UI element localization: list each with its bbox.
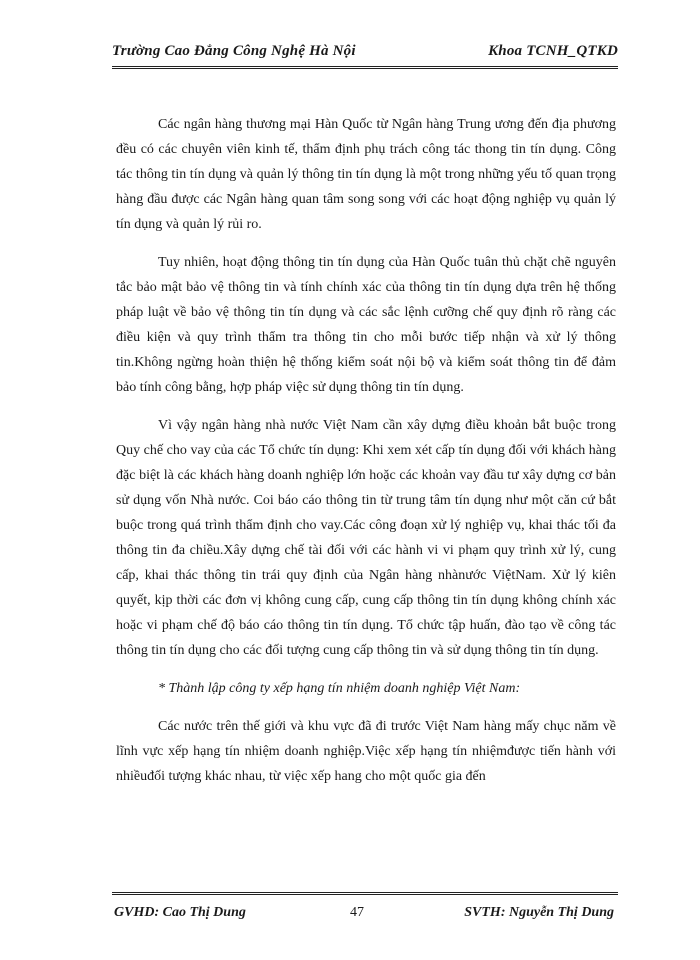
paragraph-3: Vì vậy ngân hàng nhà nước Việt Nam cần xây dựng điều khoản bắt buộc trong Quy chế cho vay của các Tổ chức tín dụng: Khi xem xét cấp tín dụng đối với khách hàng đặc biệt là các khách hàng doanh nghiệp lớn hoặc các khoản vay đầu tư xây dựng cơ bản sử dụng vốn Nhà nước. Coi báo cáo thông tin từ trung tâm tín dụng như một căn cứ bắt buộc trong quá trình thẩm định cho vay.Các công đoạn xử lý nghiệp vụ, khai thác tối đa thông tin đa chiều.Xây dựng chế tài đối với các hành vi vi phạm quy trình xử lý, cung cấp, khai thác thông tin trái quy định của Ngân hàng nhànước ViệtNam. Xử lý kiên quyết, kịp thời các đơn vị không cung cấp, cung cấp thông tin tín dụng không chính xác hoặc vi phạm chế độ báo cáo thông tin tín dụng. Tổ chức tập huấn, đào tạo về công tác thông tin tín dụng cho các đối tượng cung cấp thông tin và sử dụng thông tin tín dụng. (116, 418, 616, 658)
paragraph-2: Tuy nhiên, hoạt động thông tin tín dụng của Hàn Quốc tuân thủ chặt chẽ nguyên tắc bảo mật bảo vệ thông tin và tính chính xác của thông tin tín dụng dựa trên hệ thống pháp luật về bảo vệ thông tin tín dụng và các sắc lệnh cưỡng chế quy định rõ ràng các điều kiện và quy trình thẩm tra thông tin cho mỗi bước tiếp nhận và xử lý thông tin.Không ngừng hoàn thiện hệ thống kiểm soát nội bộ và kiểm soát thông tin để đảm bảo tính công bằng, hợp pháp việc sử dụng thông tin tín dụng. (116, 255, 616, 395)
page-body (116, 112, 616, 802)
section-subheading: * Thành lập công ty xếp hạng tín nhiệm doanh nghiệp Việt Nam: (158, 681, 521, 696)
page-footer (112, 892, 618, 927)
header-faculty: Khoa TCNH_QTKD (488, 43, 618, 59)
page-header (112, 40, 618, 69)
footer-page-number: 47 (350, 905, 364, 920)
paragraph-1: Các ngân hàng thương mại Hàn Quốc từ Ngân hàng Trung ương đến địa phương đều có các chuyên viên kinh tế, thẩm định phụ trách công tác thong tin tín dụng. Công tác thông tin tín dụng và quản lý thông tin tín dụng là một trong những yếu tố quan trọng hàng đầu được các Ngân hàng quan tâm song song với các hoạt động nghiệp vụ quản lý tín dụng và quản lý rủi ro. (116, 117, 616, 232)
header-school: Trường Cao Đẳng Công Nghệ Hà Nội (112, 43, 356, 59)
footer-advisor: GVHD: Cao Thị Dung (114, 905, 246, 920)
paragraph-4: Các nước trên thế giới và khu vực đã đi trước Việt Nam hàng mấy chục năm về lĩnh vực xếp hạng tín nhiệm doanh nghiệp.Việc xếp hạng tín nhiệmđược tiến hành với nhiềuđối tượng khác nhau, từ việc xếp hang cho một quốc gia đến (116, 719, 616, 784)
footer-student: SVTH: Nguyễn Thị Dung (464, 905, 614, 920)
